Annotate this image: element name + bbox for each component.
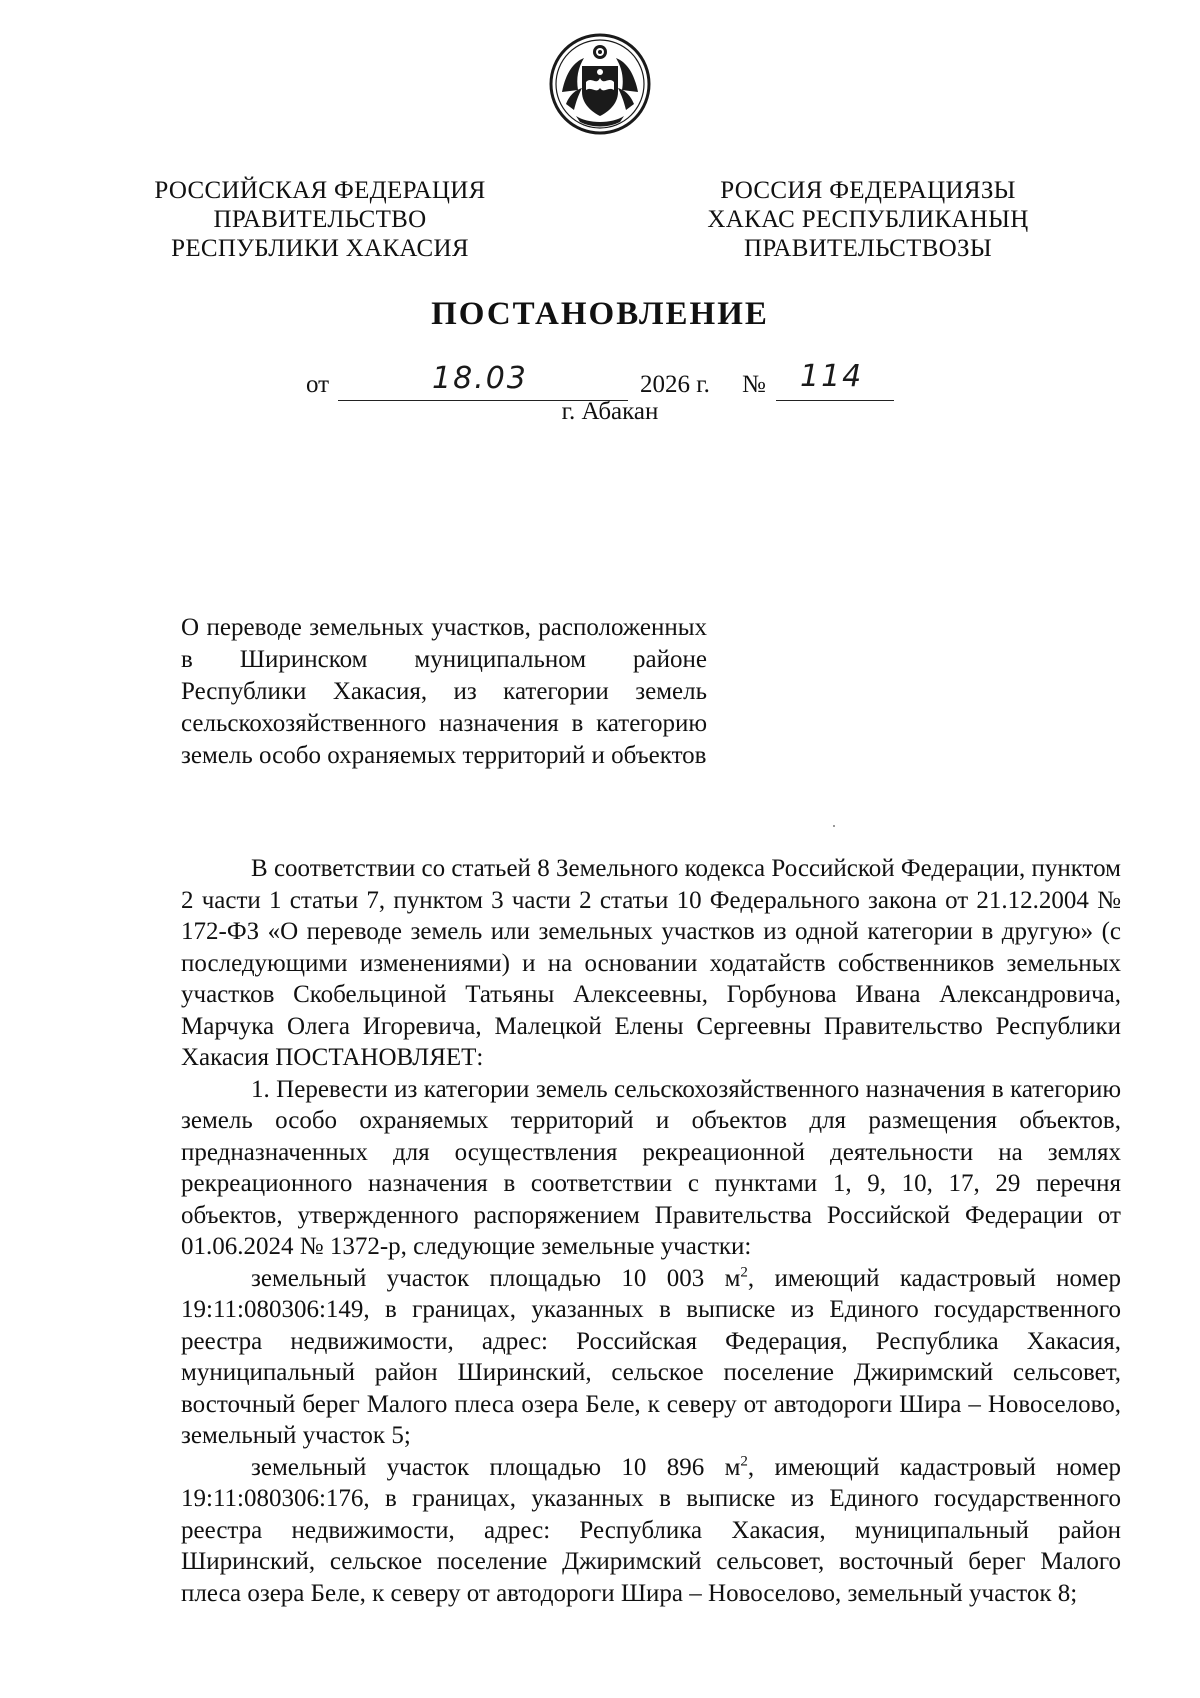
handwritten-number: 114	[800, 359, 864, 394]
header-left-line-1: РОССИЙСКАЯ ФЕДЕРАЦИЯ	[154, 177, 486, 204]
document-body	[181, 853, 1121, 1609]
land-plot-1-area: земельный участок площадью 10 003 м	[251, 1264, 741, 1292]
header-left-line-3: РЕСПУБЛИКИ ХАКАСИЯ	[171, 235, 469, 262]
body-paragraph-4	[181, 1452, 1121, 1610]
square-meter-exponent: 2	[740, 1264, 748, 1281]
header-left-block	[130, 176, 510, 263]
header-left-line-2: ПРАВИТЕЛЬСТВО	[213, 206, 427, 233]
from-label: от	[306, 371, 330, 398]
city-label: г. Абакан	[561, 398, 659, 425]
body-paragraph-1: В соответствии со статьей 8 Земельного кодекса Российской Федерации, пунктом 2 части 1 статьи 7, пунктом 3 части 2 статьи 10 Федерального закона от 21.12.2004 № 172-ФЗ «О переводе земель или земельных участков из одной категории в другую» (с последующими изменениями) и на основании ходатайств собственников земельных участков Скобельциной Татьяны Алексеевны, Горбунова Ивана Александровича, Марчука Олега Игоревича, Малецкой Елены Сергеевны Правительство Республики Хакасия ПОСТАНОВЛЯЕТ:	[181, 855, 1121, 1071]
land-plot-2-area: земельный участок площадью 10 896 м	[251, 1453, 741, 1481]
number-label: №	[742, 371, 766, 398]
square-meter-exponent: 2	[740, 1453, 748, 1470]
scan-artifact	[833, 825, 835, 827]
body-paragraph-2: 1. Перевести из категории земель сельскохозяйственного назначения в категорию земель особо охраняемых территорий и объектов для размещения объектов, предназначенных для осуществления рекреационной деятельности на землях рекреационного назначения в соответствии с пунктами 1, 9, 10, 17, 29 перечня объектов, утвержденного распоряжением Правительства Российской Федерации от 01.06.2024 № 1372-р, следующие земельные участки:	[181, 1075, 1121, 1260]
land-plot-2-details: , имеющий кадастровый номер 19:11:080306:176, в границах, указанных в выписке из Единого государственного реестра недвижимости, адрес: Республика Хакасия, муниципальный район Ширинский, сельское поселение Джиримский сельсовет, восточный берег Малого плеса озера Беле, к северу от автодороги Шира – Новоселово, земельный участок 8;	[181, 1453, 1121, 1607]
republic-of-khakassia-emblem-icon	[548, 32, 652, 136]
header-right-block	[678, 176, 1058, 263]
document-subject: О переводе земельных участков, расположенных в Ширинском муниципальном районе Республики Хакасия, из категории земель сельскохозяйственного назначения в категорию земель особо охраняемых территорий и объектов	[181, 614, 707, 769]
year-label: 2026 г.	[640, 371, 710, 398]
land-plot-1-details: , имеющий кадастровый номер 19:11:080306:149, в границах, указанных в выписке из Единого государственного реестра недвижимости, адрес: Российская Федерация, Республика Хакасия, муниципальный район Ширинский, сельское поселение Джиримский сельсовет, восточный берег Малого плеса озера Беле, к северу от автодороги Шира – Новоселово, земельный участок 5;	[181, 1264, 1121, 1449]
header-right-line-1: РОССИЯ ФЕДЕРАЦИЯЗЫ	[720, 177, 1016, 204]
handwritten-date: 18.03	[432, 361, 528, 396]
header-right-line-3: ПРАВИТЕЛЬСТВОЗЫ	[744, 235, 992, 262]
body-paragraph-3	[181, 1263, 1121, 1452]
document-title: ПОСТАНОВЛЕНИЕ	[431, 296, 769, 332]
header-right-line-2: ХАКАС РЕСПУБЛИКАНЫҢ	[707, 206, 1029, 233]
